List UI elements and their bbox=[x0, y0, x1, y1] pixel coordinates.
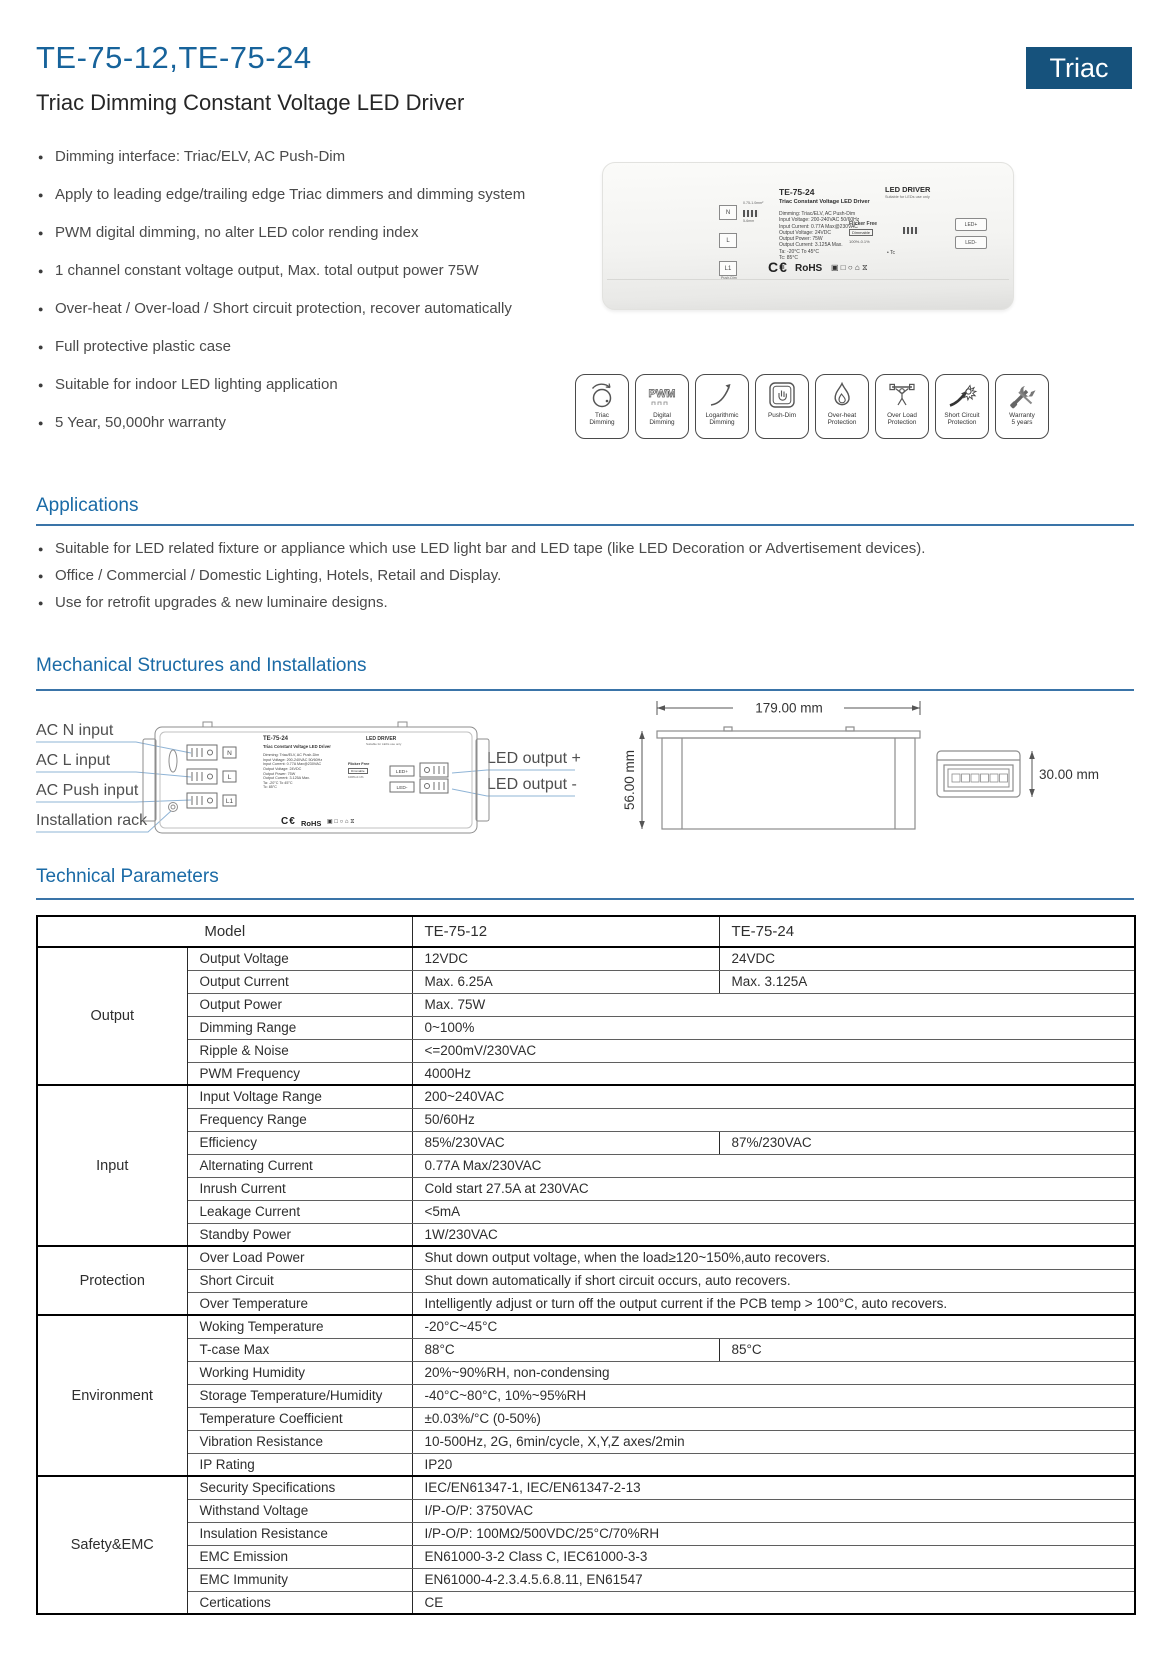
param-cell: Dimming Range bbox=[187, 1016, 412, 1039]
application-item bbox=[38, 567, 925, 584]
bullet-icon: ● bbox=[38, 571, 44, 581]
feature-tile-overload bbox=[875, 374, 929, 439]
terminal-l1: L1 bbox=[719, 261, 737, 276]
param-cell: Temperature Coefficient bbox=[187, 1407, 412, 1430]
param-cell: Standby Power bbox=[187, 1223, 412, 1246]
feature-item-text: Apply to leading edge/trailing edge Triac dimmers and dimming system bbox=[55, 186, 526, 203]
value-cell: I/P-O/P: 100MΩ/500VDC/25°C/70%RH bbox=[412, 1522, 1135, 1545]
value-cell: -40°C~80°C, 10%~95%RH bbox=[412, 1384, 1135, 1407]
dim-width-label: 179.00 mm bbox=[755, 700, 823, 716]
terminal-n: N bbox=[719, 205, 737, 220]
table-row bbox=[37, 1476, 1135, 1499]
svg-text:PWM: PWM bbox=[648, 388, 676, 400]
bullet-icon: ● bbox=[38, 418, 44, 428]
output-wire-gauge-icon bbox=[903, 227, 919, 234]
triac-dial-icon bbox=[585, 378, 619, 412]
feature-tile-label: Short Circuit bbox=[944, 412, 980, 419]
model-col2-header: TE-75-24 bbox=[719, 916, 1135, 947]
value-cell: EN61000-4-2.3.4.5.6.8.11, EN61547 bbox=[412, 1568, 1135, 1591]
push-dim-icon bbox=[765, 378, 799, 412]
table-row bbox=[37, 1568, 1135, 1591]
table-row bbox=[37, 1269, 1135, 1292]
table-row bbox=[37, 1085, 1135, 1108]
value-cell-te7524: Max. 3.125A bbox=[719, 970, 1135, 993]
spec-line: Output Power: 75W bbox=[263, 771, 296, 776]
feature-item-text: Suitable for indoor LED lighting application bbox=[55, 376, 338, 393]
value-cell: 20%~90%RH, non-condensing bbox=[412, 1361, 1135, 1384]
bullet-icon: ● bbox=[38, 152, 44, 162]
pwm-icon bbox=[645, 378, 679, 412]
spec-line: Output Voltage: 24VDC bbox=[779, 229, 831, 236]
table-header-row bbox=[37, 916, 1135, 947]
param-cell: Ripple & Noise bbox=[187, 1039, 412, 1062]
feature-item bbox=[38, 224, 525, 241]
value-cell: Shut down automatically if short circuit occurs, auto recovers. bbox=[412, 1269, 1135, 1292]
group-cell-output: Output bbox=[37, 947, 187, 1085]
mech-print-certs: ▣ □ ○ ⌂ ⧖ bbox=[327, 819, 355, 825]
label-ac-push-input: AC Push input bbox=[36, 782, 139, 799]
spec-line: Output Power: 75W bbox=[779, 236, 823, 242]
led-plus-box: LED+ bbox=[955, 218, 987, 231]
model-header-cell: Model bbox=[37, 916, 412, 947]
group-cell-safetyemc: Safety&EMC bbox=[37, 1476, 187, 1614]
table-row bbox=[37, 1545, 1135, 1568]
feature-tile-log-curve bbox=[695, 374, 749, 439]
mech-print-dimmable: Dimmable bbox=[348, 768, 368, 774]
table-row bbox=[37, 1246, 1135, 1269]
value-cell: CE bbox=[412, 1591, 1135, 1614]
param-cell: IP Rating bbox=[187, 1453, 412, 1476]
spec-line: Ta: -20°C To 45°C bbox=[263, 780, 293, 785]
overload-icon bbox=[885, 378, 919, 412]
label-brand: LED DRIVER bbox=[885, 185, 931, 194]
model-col1-header: TE-75-12 bbox=[412, 916, 719, 947]
feature-tile-flame bbox=[815, 374, 869, 439]
param-cell: PWM Frequency bbox=[187, 1062, 412, 1085]
table-row bbox=[37, 1062, 1135, 1085]
product-photo bbox=[602, 162, 1014, 310]
svg-text:LED+: LED+ bbox=[395, 770, 409, 775]
application-item bbox=[38, 594, 925, 611]
dim-depth-label: 30.00 mm bbox=[1039, 767, 1100, 782]
feature-item bbox=[38, 300, 525, 317]
spec-line: Input Voltage: 200-240VAC 50/60Hz bbox=[263, 757, 323, 762]
spec-line: Input Voltage: 200-240VAC 50/60Hz bbox=[779, 217, 860, 224]
technical-heading: Technical Parameters bbox=[36, 866, 219, 887]
feature-tile-label: Dimming bbox=[589, 419, 615, 427]
strip-length-label: 5-6mm bbox=[743, 219, 755, 223]
mechanical-rule bbox=[36, 689, 1134, 691]
value-cell-te7512: 88°C bbox=[412, 1338, 719, 1361]
value-cell: <=200mV/230VAC bbox=[412, 1039, 1135, 1062]
param-cell: Insulation Resistance bbox=[187, 1522, 412, 1545]
param-cell: Over Load Power bbox=[187, 1246, 412, 1269]
mech-print-ce: C€ bbox=[281, 816, 296, 827]
spec-line: Output Current: 3.125A Max. bbox=[779, 242, 843, 249]
spec-line: Output Current: 3.125A Max. bbox=[263, 776, 310, 781]
value-cell: Max. 75W bbox=[412, 993, 1135, 1016]
feature-tile-short-circuit bbox=[935, 374, 989, 439]
label-type: Triac Constant Voltage LED Driver bbox=[779, 199, 870, 205]
value-cell: 0~100% bbox=[412, 1016, 1135, 1039]
dimension-labels bbox=[622, 701, 1099, 811]
mech-print-brand: LED DRIVER bbox=[366, 736, 397, 742]
spec-line: Tc: 85°C bbox=[779, 254, 798, 261]
value-cell: Shut down output voltage, when the load≥120~150%,auto recovers. bbox=[412, 1246, 1135, 1269]
dimension-arrows bbox=[639, 705, 1035, 829]
spec-line: Output Voltage: 24VDC bbox=[263, 766, 302, 771]
group-cell-environment: Environment bbox=[37, 1315, 187, 1476]
table-row bbox=[37, 993, 1135, 1016]
param-cell: Output Voltage bbox=[187, 947, 412, 970]
bullet-icon: ● bbox=[38, 304, 44, 314]
feature-item bbox=[38, 414, 525, 431]
spec-line: Ta: -20°C To 45°C bbox=[779, 248, 820, 255]
param-cell: Input Voltage Range bbox=[187, 1085, 412, 1108]
value-cell: EN61000-3-2 Class C, IEC61000-3-3 bbox=[412, 1545, 1135, 1568]
feature-tile-label: Dimming bbox=[709, 419, 735, 427]
application-item-text: Office / Commercial / Domestic Lighting, Hotels, Retail and Display. bbox=[55, 567, 502, 584]
table-row bbox=[37, 1131, 1135, 1154]
table-row bbox=[37, 1522, 1135, 1545]
applications-list bbox=[38, 540, 925, 621]
feature-icon-strip bbox=[575, 374, 1049, 439]
value-cell: -20°C~45°C bbox=[412, 1315, 1135, 1338]
svg-text:L: L bbox=[227, 774, 232, 781]
log-curve-icon bbox=[705, 378, 739, 412]
spec-line: Input Current: 0.77A Max@230VAC bbox=[263, 762, 322, 767]
mechanical-heading: Mechanical Structures and Installations bbox=[36, 655, 367, 676]
technical-rule bbox=[36, 898, 1134, 900]
feature-tile-label: Protection bbox=[947, 419, 977, 427]
param-cell: Short Circuit bbox=[187, 1269, 412, 1292]
application-item-text: Suitable for LED related fixture or appliance which use LED light bar and LED tape (like LED Decoration or Advertisement devices). bbox=[55, 540, 926, 557]
table-row bbox=[37, 1108, 1135, 1131]
mech-print-range: 100%-0.1% bbox=[348, 775, 364, 779]
front-view bbox=[657, 727, 920, 829]
feature-tile-push-dim bbox=[755, 374, 809, 439]
warranty-icon bbox=[1005, 378, 1039, 412]
svg-text:LED-: LED- bbox=[396, 786, 408, 791]
value-cell: IP20 bbox=[412, 1453, 1135, 1476]
feature-tile-label: Logarithmic bbox=[705, 412, 739, 419]
ce-mark: C€ bbox=[768, 259, 788, 275]
mech-print-specs bbox=[263, 753, 322, 790]
end-view bbox=[937, 751, 1020, 797]
brand-badge: Triac bbox=[1026, 47, 1132, 89]
feature-item-text: Dimming interface: Triac/ELV, AC Push-Dim bbox=[55, 148, 346, 165]
param-cell: Working Humidity bbox=[187, 1361, 412, 1384]
value-cell-te7524: 87%/230VAC bbox=[719, 1131, 1135, 1154]
feature-item-text: 1 channel constant voltage output, Max. total output power 75W bbox=[55, 262, 479, 279]
table-row bbox=[37, 1223, 1135, 1246]
dimming-range-label: 100%-0.1% bbox=[849, 239, 870, 244]
value-cell: 200~240VAC bbox=[412, 1085, 1135, 1108]
param-cell: Certications bbox=[187, 1591, 412, 1614]
table-row bbox=[37, 970, 1135, 993]
feature-tile-warranty bbox=[995, 374, 1049, 439]
spec-line: Dimming: Triac/ELV, AC Push-Dim bbox=[263, 753, 320, 757]
label-led-output-plus: LED output + bbox=[487, 750, 581, 767]
feature-item bbox=[38, 262, 525, 279]
table-row bbox=[37, 1292, 1135, 1315]
mech-print bbox=[263, 736, 438, 836]
feature-tile-label: Dimming bbox=[649, 419, 675, 427]
technical-parameters-table bbox=[36, 915, 1136, 1615]
table-row bbox=[37, 1154, 1135, 1177]
feature-tile-label: Digital bbox=[653, 412, 671, 419]
feature-item bbox=[38, 186, 525, 203]
table-row bbox=[37, 1315, 1135, 1338]
table-row bbox=[37, 1430, 1135, 1453]
mech-print-rohs: RoHS bbox=[301, 819, 322, 828]
feature-tile-label: Over Load bbox=[887, 412, 917, 419]
label-brand-sub: Suitable for LEDs use only bbox=[885, 195, 930, 199]
param-cell: Inrush Current bbox=[187, 1177, 412, 1200]
value-cell: Intelligently adjust or turn off the output current if the PCB temp > 100°C, auto recovers. bbox=[412, 1292, 1135, 1315]
feature-tile-label: Warranty bbox=[1009, 412, 1035, 419]
table-row bbox=[37, 1177, 1135, 1200]
param-cell: Storage Temperature/Humidity bbox=[187, 1384, 412, 1407]
feature-item bbox=[38, 376, 525, 393]
param-cell: Efficiency bbox=[187, 1131, 412, 1154]
feature-item-text: Over-heat / Over-load / Short circuit protection, recover automatically bbox=[55, 300, 512, 317]
application-item bbox=[38, 540, 925, 557]
value-cell-te7512: 12VDC bbox=[412, 947, 719, 970]
bullet-icon: ● bbox=[38, 342, 44, 352]
application-item-text: Use for retrofit upgrades & new luminaire designs. bbox=[55, 594, 388, 611]
page-title: TE-75-12,TE-75-24 bbox=[36, 40, 312, 75]
bullet-icon: ● bbox=[38, 228, 44, 238]
label-installation-rack: Installation rack bbox=[36, 812, 148, 829]
feature-tile-pwm bbox=[635, 374, 689, 439]
param-cell: Withstand Voltage bbox=[187, 1499, 412, 1522]
group-cell-input: Input bbox=[37, 1085, 187, 1246]
group-cell-protection: Protection bbox=[37, 1246, 187, 1315]
param-cell: Frequency Range bbox=[187, 1108, 412, 1131]
applications-heading: Applications bbox=[36, 495, 139, 516]
svg-text:L1: L1 bbox=[225, 798, 234, 805]
table-row bbox=[37, 1361, 1135, 1384]
label-specs bbox=[779, 211, 859, 261]
label-led-output-minus: LED output - bbox=[487, 776, 577, 793]
label-model: TE-75-24 bbox=[779, 187, 815, 197]
value-cell-te7524: 24VDC bbox=[719, 947, 1135, 970]
table-row bbox=[37, 947, 1135, 970]
flame-icon bbox=[825, 378, 859, 412]
param-cell: Vibration Resistance bbox=[187, 1430, 412, 1453]
feature-tile-triac-dial bbox=[575, 374, 629, 439]
wire-gauge-icon bbox=[743, 210, 759, 217]
param-cell: Over Temperature bbox=[187, 1292, 412, 1315]
spec-line: Input Current: 0.77A Max@230VAC bbox=[779, 223, 858, 230]
table-row bbox=[37, 1453, 1135, 1476]
table-row bbox=[37, 1407, 1135, 1430]
bullet-icon: ● bbox=[38, 266, 44, 276]
param-cell: Leakage Current bbox=[187, 1200, 412, 1223]
value-cell: 4000Hz bbox=[412, 1062, 1135, 1085]
table-row bbox=[37, 1384, 1135, 1407]
param-cell: Alternating Current bbox=[187, 1154, 412, 1177]
feature-item bbox=[38, 338, 525, 355]
led-minus-box: LED- bbox=[955, 236, 987, 249]
mech-print-type: Triac Constant Voltage LED Driver bbox=[263, 744, 331, 749]
case-seam bbox=[607, 279, 1009, 280]
feature-item-text: PWM digital dimming, no alter LED color rending index bbox=[55, 224, 419, 241]
short-circuit-icon bbox=[945, 378, 979, 412]
value-cell: 10-500Hz, 2G, 6min/cycle, X,Y,Z axes/2min bbox=[412, 1430, 1135, 1453]
value-cell: I/P-O/P: 3750VAC bbox=[412, 1499, 1135, 1522]
param-cell: EMC Immunity bbox=[187, 1568, 412, 1591]
rohs-mark: RoHS bbox=[795, 263, 823, 274]
mech-print-model: TE-75-24 bbox=[263, 736, 289, 742]
bullet-icon: ● bbox=[38, 598, 44, 608]
feature-tile-label: Over-heat bbox=[827, 412, 857, 419]
value-cell: IEC/EN61347-1, IEC/EN61347-2-13 bbox=[412, 1476, 1135, 1499]
param-cell: Woking Temperature bbox=[187, 1315, 412, 1338]
value-cell: Cold start 27.5A at 230VAC bbox=[412, 1177, 1135, 1200]
param-cell: EMC Emission bbox=[187, 1545, 412, 1568]
table-row bbox=[37, 1499, 1135, 1522]
table-row bbox=[37, 1016, 1135, 1039]
feature-item-text: 5 Year, 50,000hr warranty bbox=[55, 414, 226, 431]
label-ac-n-input: AC N input bbox=[36, 722, 114, 739]
feature-tile-label: 5 years bbox=[1011, 419, 1033, 427]
label-ac-l-input: AC L input bbox=[36, 752, 111, 769]
value-cell-te7512: 85%/230VAC bbox=[412, 1131, 719, 1154]
bullet-icon: ● bbox=[38, 190, 44, 200]
bullet-icon: ● bbox=[38, 380, 44, 390]
value-cell: ±0.03%/°C (0-50%) bbox=[412, 1407, 1135, 1430]
param-cell: Output Current bbox=[187, 970, 412, 993]
value-cell-te7524: 85°C bbox=[719, 1338, 1135, 1361]
feature-tile-label: Push-Dim bbox=[767, 412, 797, 419]
feature-tile-label: Protection bbox=[827, 419, 857, 427]
bullet-icon: ● bbox=[38, 544, 44, 554]
push-dim-micro-label: Push-Dim bbox=[721, 276, 737, 280]
dim-height-label: 56.00 mm bbox=[622, 749, 637, 811]
spec-line: Dimming: Triac/ELV, AC Push-Dim bbox=[779, 211, 856, 217]
dimmable-box: Dimmable bbox=[849, 229, 873, 236]
feature-item bbox=[38, 148, 525, 165]
features-list bbox=[38, 148, 525, 452]
svg-text:N: N bbox=[227, 750, 232, 757]
flicker-free-label: Flicker Free bbox=[849, 221, 878, 227]
table-row bbox=[37, 1039, 1135, 1062]
applications-rule bbox=[36, 524, 1134, 526]
param-cell: Security Specifications bbox=[187, 1476, 412, 1499]
spec-line: Tc: 85°C bbox=[263, 785, 277, 790]
table-row bbox=[37, 1200, 1135, 1223]
mechanical-drawing bbox=[36, 695, 1134, 845]
value-cell: 0.77A Max/230VAC bbox=[412, 1154, 1135, 1177]
feature-item-text: Full protective plastic case bbox=[55, 338, 231, 355]
cert-icons: ▣ □ ○ ⌂ ⧖ bbox=[831, 263, 868, 272]
feature-tile-label: Triac bbox=[595, 412, 609, 419]
wire-gauge-label: 0.75-1.0mm² bbox=[743, 201, 764, 205]
mech-print-flicker: Flicker Free bbox=[348, 762, 370, 766]
terminal-l: L bbox=[719, 233, 737, 248]
feature-tile-label: Protection bbox=[887, 419, 917, 427]
param-cell: T-case Max bbox=[187, 1338, 412, 1361]
table-row bbox=[37, 1591, 1135, 1614]
table-row bbox=[37, 1338, 1135, 1361]
mech-print-brand-sub: Suitable for LEDs use only bbox=[366, 742, 402, 746]
value-cell-te7512: Max. 6.25A bbox=[412, 970, 719, 993]
param-cell: Output Power bbox=[187, 993, 412, 1016]
value-cell: 1W/230VAC bbox=[412, 1223, 1135, 1246]
value-cell: 50/60Hz bbox=[412, 1108, 1135, 1131]
value-cell: <5mA bbox=[412, 1200, 1135, 1223]
tc-point: • Tc bbox=[887, 250, 896, 256]
page-subtitle: Triac Dimming Constant Voltage LED Driver bbox=[36, 90, 465, 115]
